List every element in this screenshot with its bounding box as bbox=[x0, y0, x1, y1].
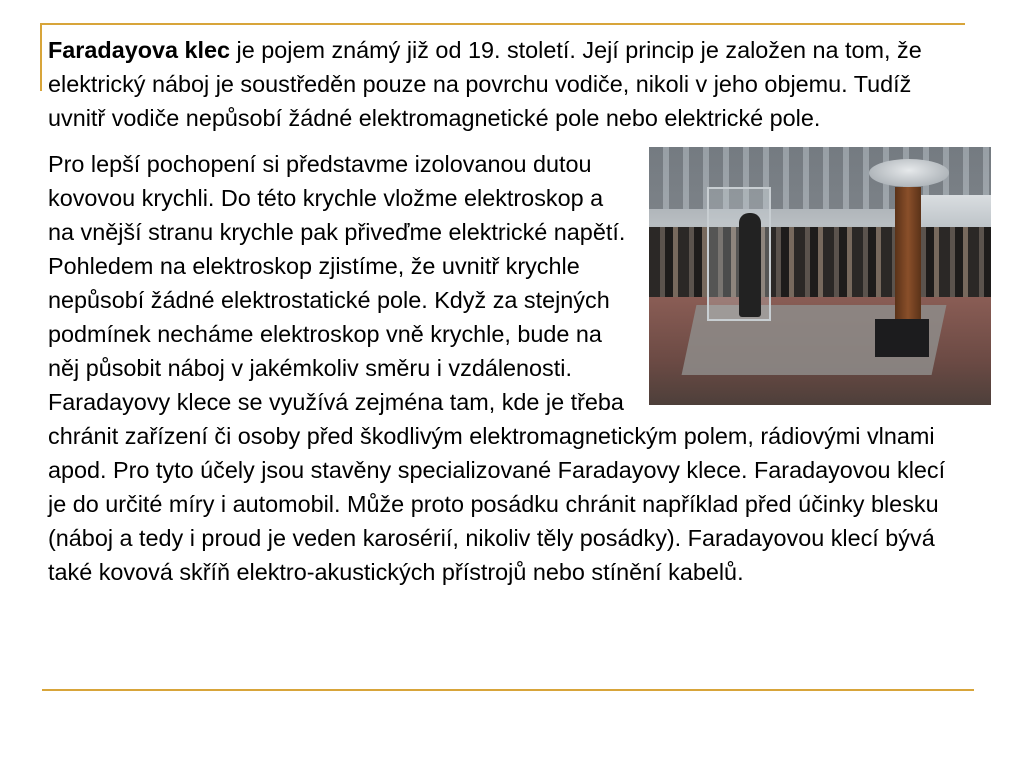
explanation-text: Pro lepší pochopení si představme izolovanou dutou kovovou krychli. Do této krychle vložme elektroskop a na vnější stranu krychle pak přiveďme elektrické napětí. Pohledem na elektroskop zjistíme, že uvnitř krychle nepůsobí žádné elektrostatické pole. Když za stejných podmínek necháme elektroskop vně krychle, bude na něj působit náboj v jakémkoliv směru i vzdálenosti. Faradayovy klece se využívá zejména tam, kde je třeba chránit zařízení či osoby před škodlivým elektromagnetickým polem, rádiovými vlnami apod. Pro tyto účely jsou stavěny specializované Faradayovy klece. Faradayovou klecí je do určité míry i automobil. Může proto posádku chránit například před účinky blesku (náboj a tedy i proud je veden karosérií, nikoliv těly posádky). Faradayovou klecí bývá také kovová skříň elektro-akustických přístrojů nebo stínění kabelů. bbox=[48, 151, 946, 585]
paragraph-intro bbox=[48, 33, 963, 135]
slide-body bbox=[48, 33, 963, 589]
top-accent-rule bbox=[40, 23, 965, 25]
faraday-cage-demo-photo bbox=[649, 147, 991, 405]
photo-tesla-coil bbox=[895, 187, 921, 327]
term-faradayova-klec: Faradayova klec bbox=[48, 37, 231, 63]
photo-tesla-torus bbox=[869, 159, 949, 187]
left-accent-rule bbox=[40, 23, 42, 91]
bottom-accent-rule bbox=[42, 689, 974, 691]
intro-text: je pojem známý již od 19. století. Její princip je založen na tom, že elektrický náboj je soustředěn pouze na povrchu vodiče, nikoli v jeho objemu. Tudíž uvnitř vodiče nepůsobí žádné elektromagnetické pole nebo elektrické pole. bbox=[48, 37, 922, 131]
photo-person bbox=[739, 213, 761, 317]
photo-crowd bbox=[649, 227, 991, 297]
photo-coil-base bbox=[875, 319, 929, 357]
paragraph-explanation bbox=[48, 147, 963, 589]
